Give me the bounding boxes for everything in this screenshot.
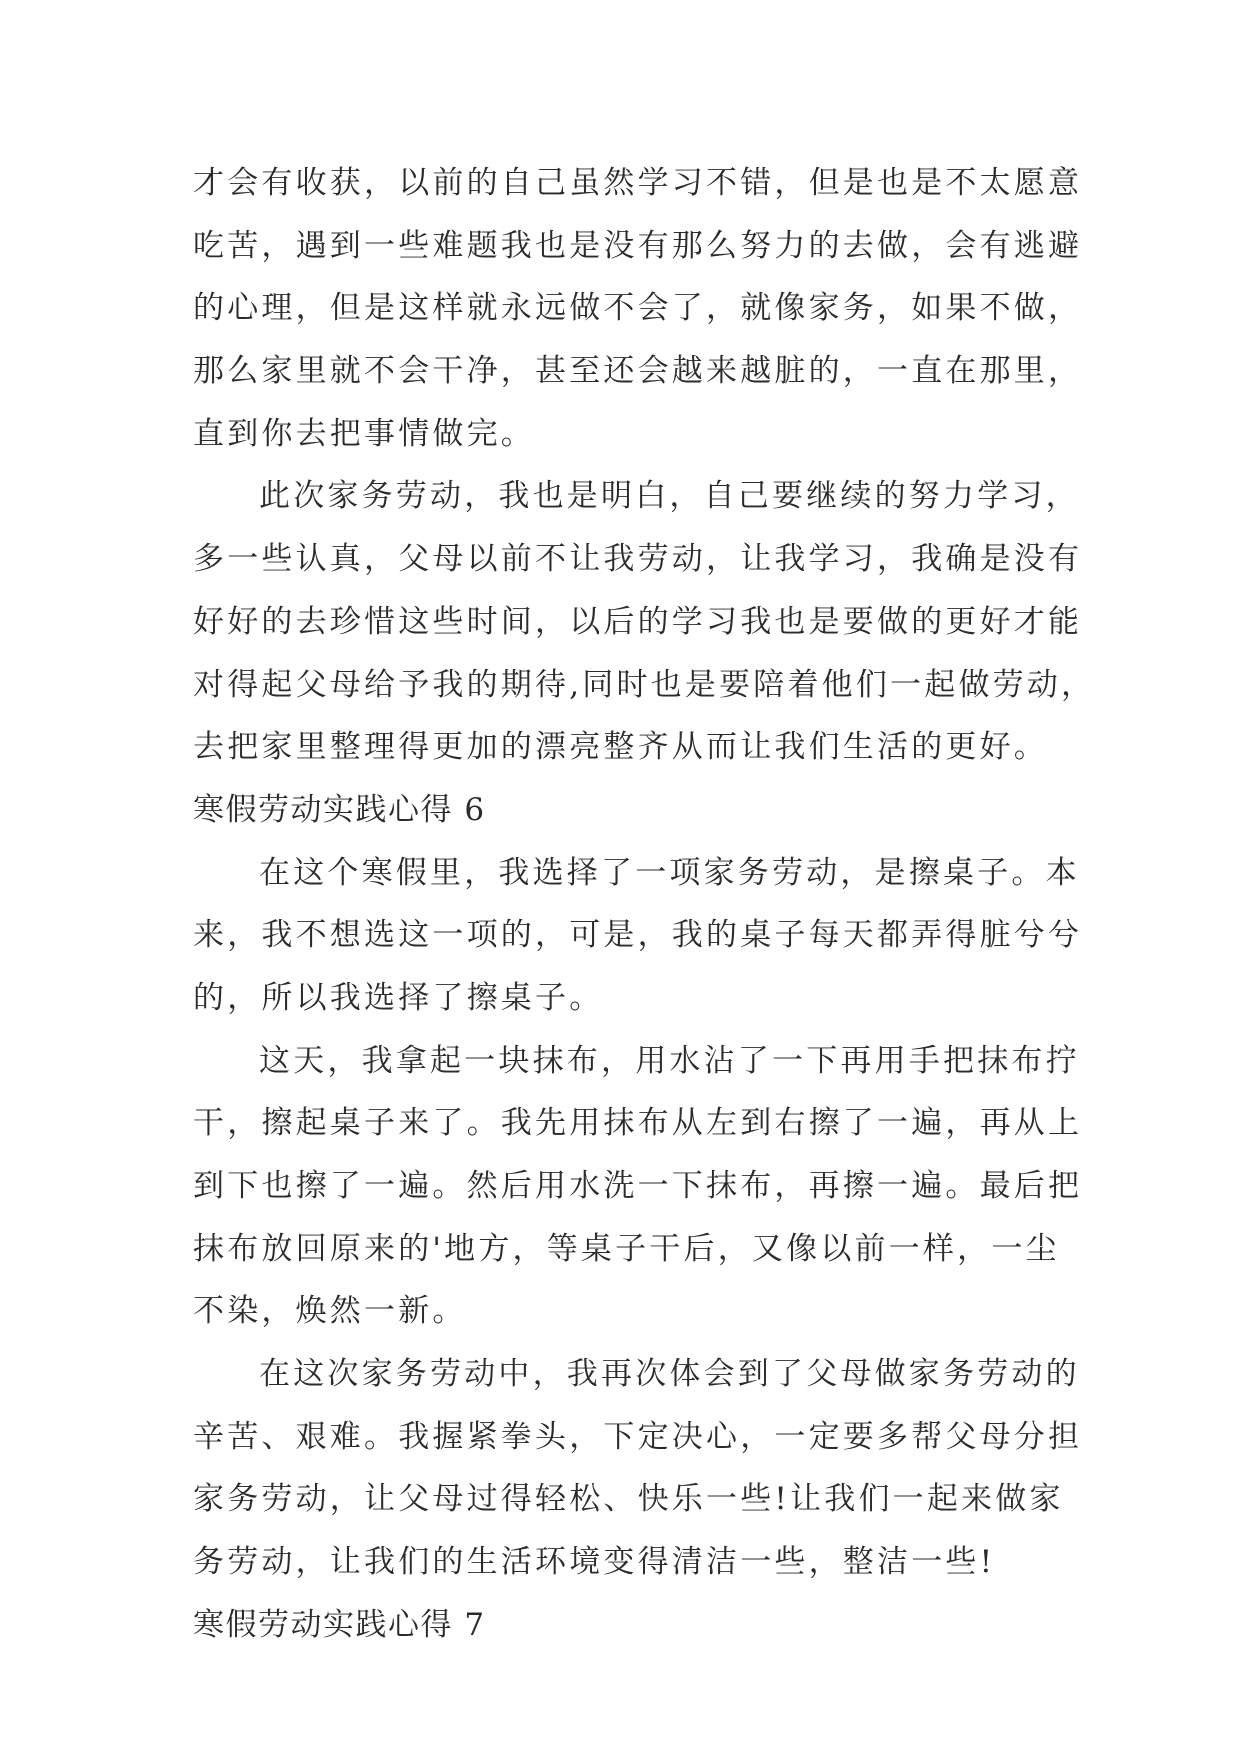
paragraph-line: 来，我不想选这一项的，可是，我的桌子每天都弄得脏兮兮 bbox=[193, 917, 1083, 954]
paragraph-line: 的心理，但是这样就永远做不会了，就像家务，如果不做， bbox=[193, 290, 1083, 327]
paragraph-line: 抹布放回原来的'地方，等桌子干后，又像以前一样，一尘 bbox=[193, 1230, 1060, 1267]
paragraph-line: 直到你去把事情做完。 bbox=[193, 415, 535, 452]
section-heading: 寒假劳动实践心得 7 bbox=[193, 1606, 486, 1643]
paragraph-line: 在这个寒假里，我选择了一项家务劳动，是擦桌子。本 bbox=[259, 854, 1080, 891]
paragraph-line: 吃苦，遇到一些难题我也是没有那么努力的去做，会有逃避 bbox=[193, 227, 1083, 264]
paragraph-line: 的，所以我选择了擦桌子。 bbox=[193, 979, 604, 1016]
paragraph-line: 到下也擦了一遍。然后用水洗一下抹布，再擦一遍。最后把 bbox=[193, 1168, 1083, 1204]
document-body bbox=[193, 152, 1096, 1657]
paragraph-line: 务劳动，让我们的生活环境变得清洁一些，整洁一些! bbox=[193, 1544, 996, 1581]
paragraph-line: 这天，我拿起一块抹布，用水沾了一下再用手把抹布拧 bbox=[259, 1042, 1080, 1079]
paragraph-line: 才会有收获，以前的自己虽然学习不错，但是也是不太愿意 bbox=[193, 165, 1083, 201]
paragraph-line: 在这次家务劳动中，我再次体会到了父母做家务劳动的 bbox=[259, 1356, 1080, 1393]
paragraph-line: 干，擦起桌子来了。我先用抹布从左到右擦了一遍，再从上 bbox=[193, 1105, 1083, 1142]
paragraph-line: 不染，焕然一新。 bbox=[193, 1293, 467, 1330]
paragraph-line: 那么家里就不会干净，甚至还会越来越脏的，一直在那里， bbox=[193, 353, 1083, 390]
paragraph bbox=[193, 1030, 1083, 1343]
paragraph-line: 好好的去珍惜这些时间，以后的学习我也是要做的更好才能 bbox=[193, 603, 1083, 640]
paragraph-line: 对得起父母给予我的期待,同时也是要陪着他们一起做劳动， bbox=[193, 666, 1096, 703]
paragraph-line: 此次家务劳动，我也是明白，自己要继续的努力学习， bbox=[259, 478, 1080, 515]
section-heading: 寒假劳动实践心得 6 bbox=[193, 791, 486, 828]
paragraph bbox=[193, 465, 1096, 778]
paragraph-line: 去把家里整理得更加的漂亮整齐从而让我们生活的更好。 bbox=[193, 729, 1048, 766]
paragraph bbox=[193, 842, 1083, 1030]
paragraph-line: 家务劳动，让父母过得轻松、快乐一些!让我们一起来做家 bbox=[193, 1481, 1064, 1518]
paragraph-line: 多一些认真，父母以前不让我劳动，让我学习，我确是没有 bbox=[193, 541, 1083, 578]
paragraph bbox=[193, 1343, 1083, 1594]
paragraph-line: 辛苦、艰难。我握紧拳头，下定决心，一定要多帮父母分担 bbox=[193, 1418, 1083, 1455]
paragraph bbox=[193, 152, 1083, 465]
